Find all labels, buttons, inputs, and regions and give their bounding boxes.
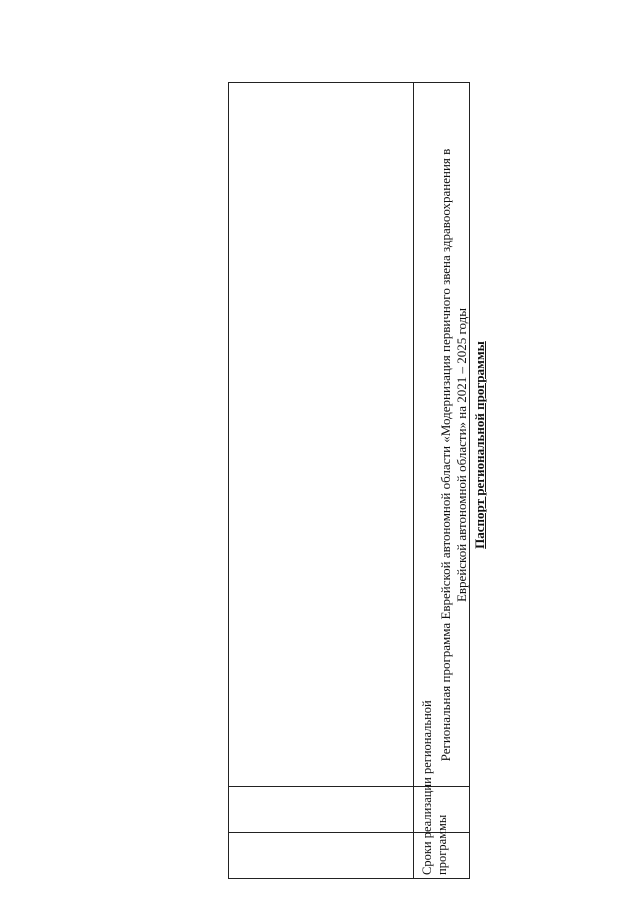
row-1-label-line-2: программы — [434, 814, 449, 875]
table-cells — [228, 82, 470, 879]
title-line-1: Региональная программа Еврейской автономной области «Модернизация первичного звена здравоохранения в — [438, 148, 453, 762]
passport-heading: Паспорт региональной программы — [472, 341, 487, 549]
title-line-2: Еврейской автономной области» на 2021 – 2025 годы — [454, 307, 469, 603]
row-1-label-line-1: Сроки реализации региональной — [420, 700, 434, 875]
